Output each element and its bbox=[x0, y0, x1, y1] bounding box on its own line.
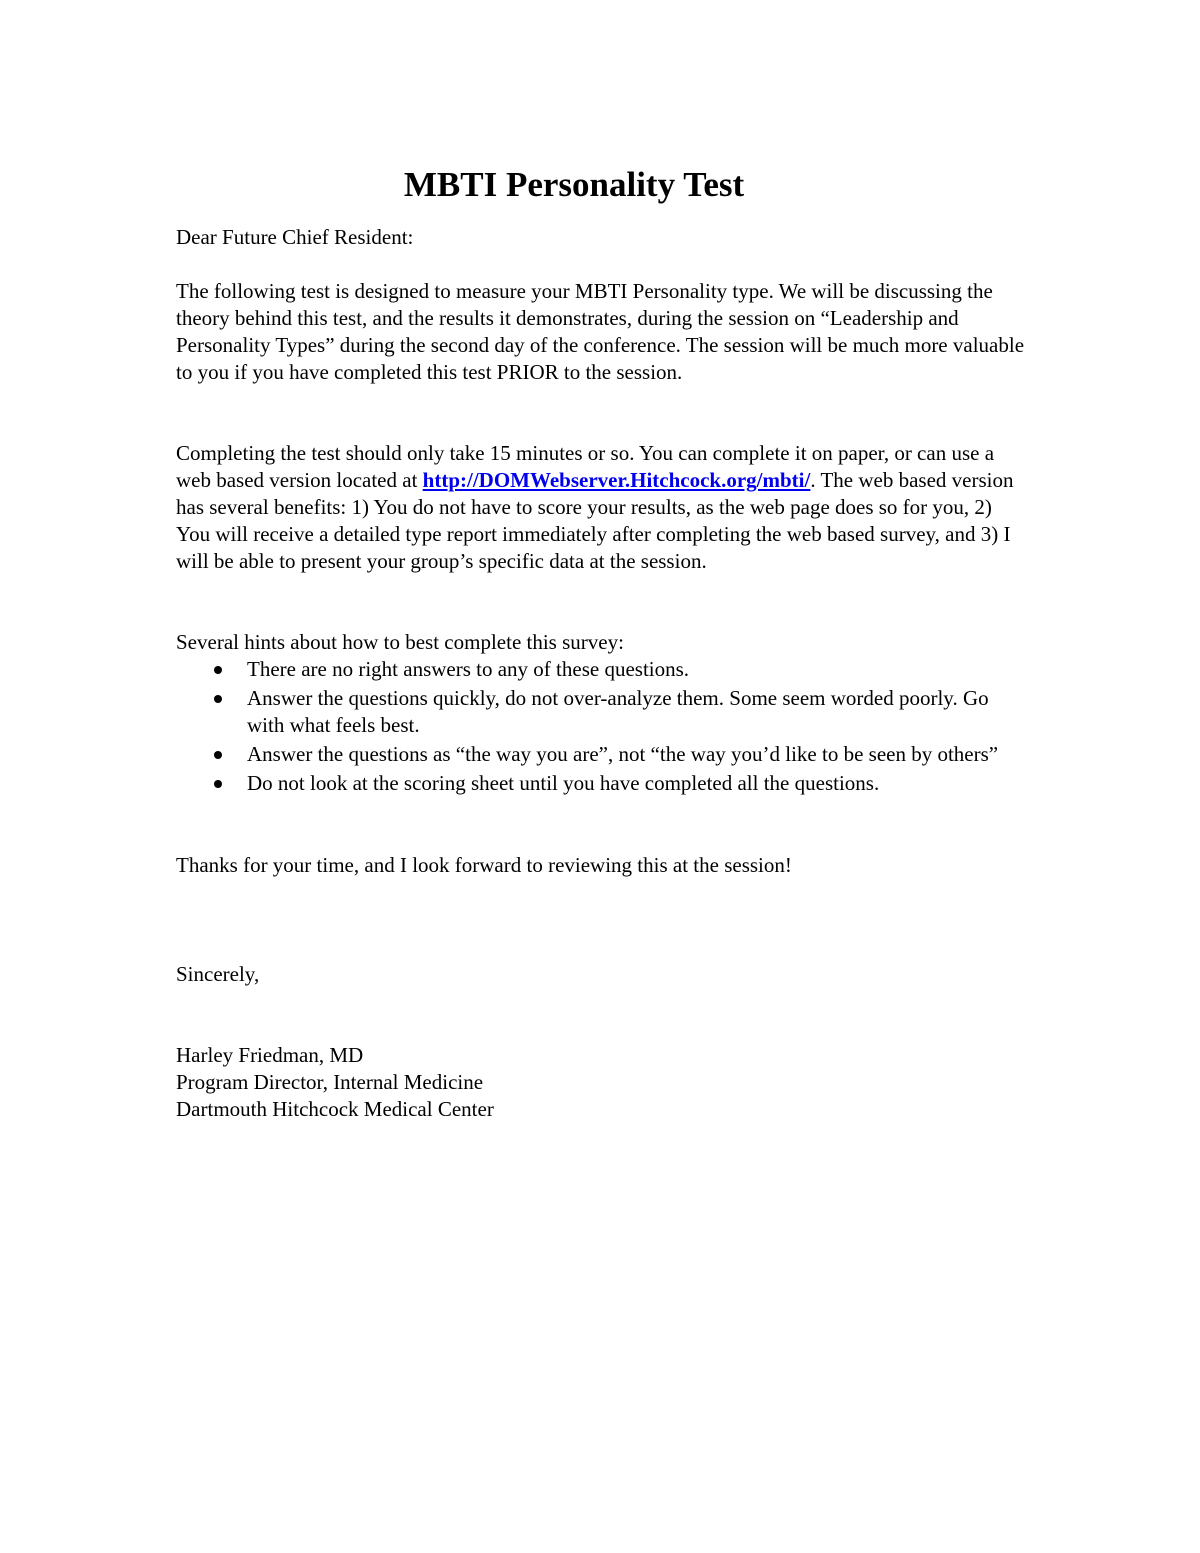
instructions-text-after-link: . The web based version has several benefits: 1) You do not have to score your results, as the web page does so for you, 2) You will receive a detailed type report immediately after completing the web based survey, and 3) I will be able to present your group’s specific data at the session. bbox=[176, 468, 1014, 573]
list-item bbox=[176, 741, 1026, 768]
thanks-line: Thanks for your time, and I look forward to reviewing this at the session! bbox=[176, 853, 792, 877]
signature-name: Harley Friedman, MD bbox=[176, 1043, 364, 1067]
page-title: MBTI Personality Test bbox=[403, 165, 745, 205]
hint-text: Do not look at the scoring sheet until you have completed all the questions. bbox=[247, 771, 880, 795]
bullet-icon bbox=[214, 666, 222, 674]
list-item bbox=[176, 656, 1026, 683]
bullet-icon bbox=[214, 751, 222, 759]
hint-text: Answer the questions as “the way you are”, not “the way you’d like to be seen by others” bbox=[247, 742, 999, 766]
hint-text: Answer the questions quickly, do not over-analyze them. Some seem worded poorly. Go with what feels best. bbox=[247, 686, 989, 737]
signature-title: Program Director, Internal Medicine bbox=[176, 1070, 484, 1094]
list-item bbox=[176, 685, 1026, 739]
intro-paragraph: The following test is designed to measure your MBTI Personality type. We will be discussing the theory behind this test, and the results it demonstrates, during the session on “Leadership and Personality Types” during the second day of the conference. The session will be much more valuable to you if you have completed this test PRIOR to the session. bbox=[176, 279, 1025, 384]
list-item bbox=[176, 770, 1026, 797]
hints-list bbox=[176, 656, 1026, 799]
hints-intro: Several hints about how to best complete this survey: bbox=[176, 630, 624, 654]
signature-organization: Dartmouth Hitchcock Medical Center bbox=[176, 1097, 494, 1121]
bullet-icon bbox=[214, 780, 222, 788]
instructions-text-before-link: Completing the test should only take 15 minutes or so. You can complete it on paper, or can use a web based version located at bbox=[176, 441, 995, 492]
bullet-icon bbox=[214, 695, 222, 703]
salutation: Dear Future Chief Resident: bbox=[176, 225, 414, 249]
hint-text: There are no right answers to any of these questions. bbox=[247, 657, 690, 681]
survey-link[interactable]: http://DOMWebserver.Hitchcock.org/mbti/ bbox=[422, 468, 811, 492]
instructions-paragraph bbox=[176, 440, 1026, 575]
closing: Sincerely, bbox=[176, 962, 260, 986]
